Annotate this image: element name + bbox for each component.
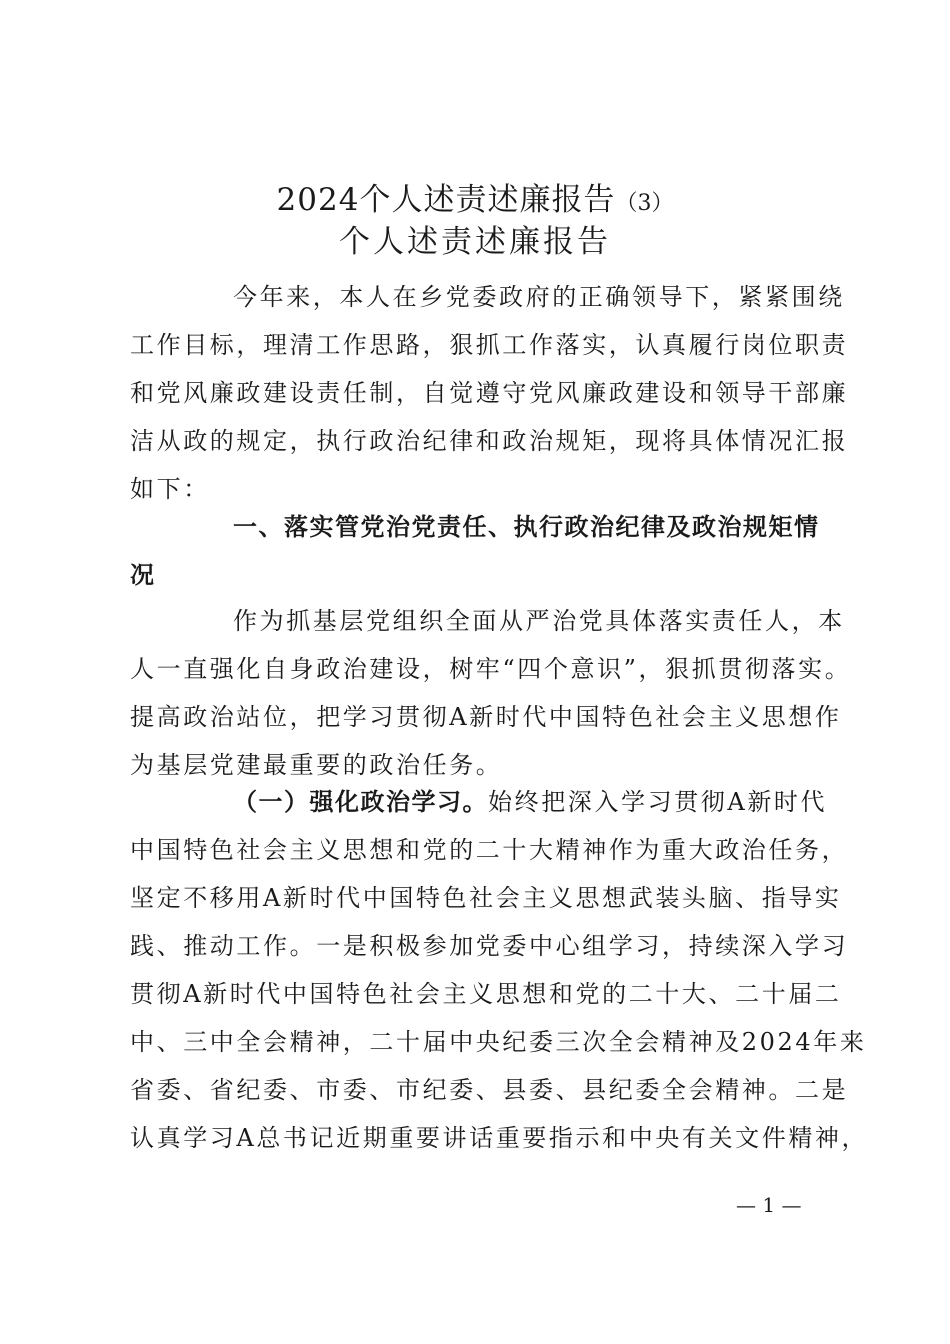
heading-line: 一、落实管党治党责任、执行政治纪律及政治规矩情 xyxy=(233,513,820,541)
title-main: 2024个人述责述廉报告 xyxy=(276,182,616,218)
paragraph-line: 践、推动工作。一是积极参加党委中心组学习，持续深入学习 xyxy=(130,932,849,960)
page-number: — 1 — xyxy=(736,1193,802,1217)
paragraph-line: 坚定不移用A新时代中国特色社会主义思想武装头脑、指导实 xyxy=(130,884,842,912)
document-subtitle: 个人述责述廉报告 xyxy=(339,224,611,260)
paragraph-line: 为基层党建最重要的政治任务。 xyxy=(130,751,503,779)
title-suffix: （3） xyxy=(615,191,674,216)
paragraph-line xyxy=(130,778,830,826)
heading-line: 况 xyxy=(130,561,156,589)
paragraph-line: 中、三中全会精神，二十届中央纪委三次全会精神及2024年来 xyxy=(130,1028,867,1056)
paragraph-line: 认真学习A总书记近期重要讲话重要指示和中央有关文件精神， xyxy=(130,1124,869,1152)
paragraph-line: 今年来，本人在乡党委政府的正确领导下，紧紧围绕 xyxy=(233,283,845,311)
paragraph-line: 和党风廉政建设责任制，自觉遵守党风廉政建设和领导干部廉 xyxy=(130,379,849,407)
paragraph-line: 中国特色社会主义思想和党的二十大精神作为重大政治任务， xyxy=(130,836,849,864)
paragraph-line: 人一直强化自身政治建设，树牢“四个意识”，狠抓贯彻落实。 xyxy=(130,655,852,683)
section-heading xyxy=(130,503,830,599)
paragraph-line: 作为抓基层党组织全面从严治党具体落实责任人，本 xyxy=(233,607,845,635)
paragraph-line: 贯彻A新时代中国特色社会主义思想和党的二十大、二十届二 xyxy=(130,980,842,1008)
document-title xyxy=(0,180,950,224)
paragraph-line: 工作目标，理清工作思路，狠抓工作落实，认真履行岗位职责 xyxy=(130,331,849,359)
paragraph-line: 洁从政的规定，执行政治纪律和政治规矩，现将具体情况汇报 xyxy=(130,427,849,455)
paragraph-line: 提高政治站位，把学习贯彻A新时代中国特色社会主义思想作 xyxy=(130,703,842,731)
paragraph-line: 如下： xyxy=(130,475,210,503)
intro-paragraph xyxy=(130,273,849,513)
paragraph-line: 省委、省纪委、市委、市纪委、县委、县纪委全会精神。二是 xyxy=(130,1076,849,1104)
section-paragraph xyxy=(130,597,852,789)
subsection-first-line-text: 始终把深入学习贯彻A新时代 xyxy=(488,788,828,816)
subsection-heading: （一）强化政治学习。 xyxy=(233,788,488,816)
subsection-paragraph xyxy=(130,778,869,1162)
